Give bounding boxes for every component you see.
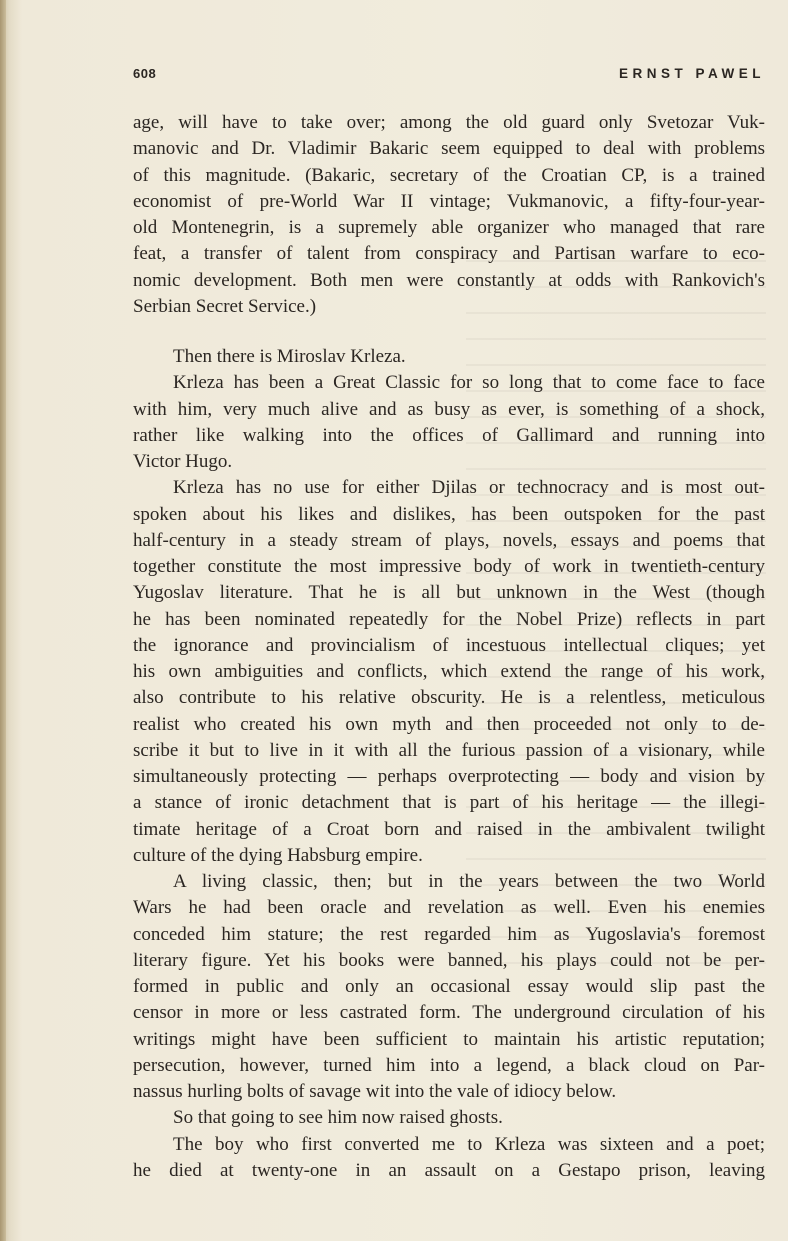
- text-line: So that going to see him now raised ghosts.: [173, 1107, 503, 1129]
- text-line: nassus hurling bolts of savage wit into the vale of idiocy below.: [133, 1081, 617, 1102]
- paragraph: [133, 370, 765, 475]
- text-line: scribe it but to live in it with all the furious passion of a visionary, while: [133, 739, 765, 761]
- text-line: censor in more or less castrated form. The underground circulation of his: [133, 1002, 765, 1024]
- text-line: Serbian Secret Service.): [133, 295, 317, 317]
- text-line: he died at twenty-one in an assault on a Gestapo prison, leaving: [133, 1159, 765, 1181]
- paragraph: [133, 1132, 765, 1185]
- paragraph: [133, 869, 765, 1105]
- text-line: Victor Hugo.: [133, 451, 233, 472]
- paragraph: [133, 475, 765, 869]
- text-line: also contribute to his relative obscurity. He is a relentless, meticulous: [133, 687, 765, 709]
- text-line: with him, very much alive and as busy as ever, is something of a shock,: [133, 398, 765, 420]
- text-line: literary figure. Yet his books were banned, his plays could not be per-: [133, 949, 765, 971]
- text-line: the ignorance and provincialism of incestuous intellectual cliques; yet: [133, 634, 765, 656]
- text-line: formed in public and only an occasional essay would slip past the: [133, 976, 765, 997]
- text-line: realist who created his own myth and then proceeded not only to de-: [133, 713, 765, 735]
- body-text: [133, 110, 765, 1184]
- page-header: [133, 66, 765, 86]
- text-line: simultaneously protecting — perhaps overprotecting — body and vision by: [133, 766, 765, 787]
- text-line: writings might have been sufficient to maintain his artistic reputation;: [133, 1028, 765, 1050]
- running-head-author: ERNST PAWEL: [618, 66, 765, 81]
- page-number: 608: [133, 66, 157, 81]
- text-line: Then there is Miroslav Krleza.: [173, 346, 406, 367]
- paragraph: [133, 110, 765, 320]
- section-break: [133, 320, 765, 344]
- text-line: economist of pre-World War II vintage; Vukmanovic, a fifty-four-year-: [133, 190, 765, 212]
- page-binding-edge: [0, 0, 6, 1241]
- text-line: rather like walking into the offices of Gallimard and running into: [133, 424, 765, 446]
- text-line: nomic development. Both men were constantly at odds with Rankovich's: [133, 269, 765, 291]
- paragraph: [133, 344, 765, 370]
- text-line: a stance of ironic detachment that is part of his heritage — the illegi-: [133, 792, 765, 814]
- text-line: A living classic, then; but in the years between the two World: [173, 871, 765, 892]
- text-line: The boy who first converted me to Krleza was sixteen and a poet;: [173, 1133, 765, 1155]
- text-line: persecution, however, turned him into a legend, a black cloud on Par-: [133, 1054, 765, 1076]
- text-line: spoken about his likes and dislikes, has been outspoken for the past: [133, 503, 765, 525]
- text-line: he has been nominated repeatedly for the Nobel Prize) reflects in part: [133, 608, 765, 630]
- paragraph: [133, 1105, 765, 1131]
- text-line: Wars he had been oracle and revelation as well. Even his enemies: [133, 897, 765, 919]
- text-line: Yugoslav literature. That he is all but unknown in the West (though: [133, 582, 765, 604]
- text-line: Krleza has been a Great Classic for so long that to come face to face: [173, 372, 765, 394]
- text-line: half-century in a steady stream of plays, novels, essays and poems that: [133, 529, 765, 551]
- text-line: together constitute the most impressive body of work in twentieth-century: [133, 556, 765, 577]
- text-line: feat, a transfer of talent from conspiracy and Partisan warfare to eco-: [133, 243, 765, 265]
- text-line: culture of the dying Habsburg empire.: [133, 844, 423, 866]
- text-line: age, will have to take over; among the old guard only Svetozar Vuk-: [133, 112, 765, 133]
- text-line: of this magnitude. (Bakaric, secretary of the Croatian CP, is a trained: [133, 164, 765, 186]
- text-line: his own ambiguities and conflicts, which extend the range of his work,: [133, 661, 765, 682]
- text-line: timate heritage of a Croat born and raised in the ambivalent twilight: [133, 818, 765, 840]
- text-line: conceded him stature; the rest regarded him as Yugoslavia's foremost: [133, 923, 765, 945]
- text-line: old Montenegrin, is a supremely able organizer who managed that rare: [133, 217, 765, 238]
- text-line: Krleza has no use for either Djilas or technocracy and is most out-: [173, 477, 765, 499]
- text-line: manovic and Dr. Vladimir Bakaric seem equipped to deal with problems: [133, 138, 765, 160]
